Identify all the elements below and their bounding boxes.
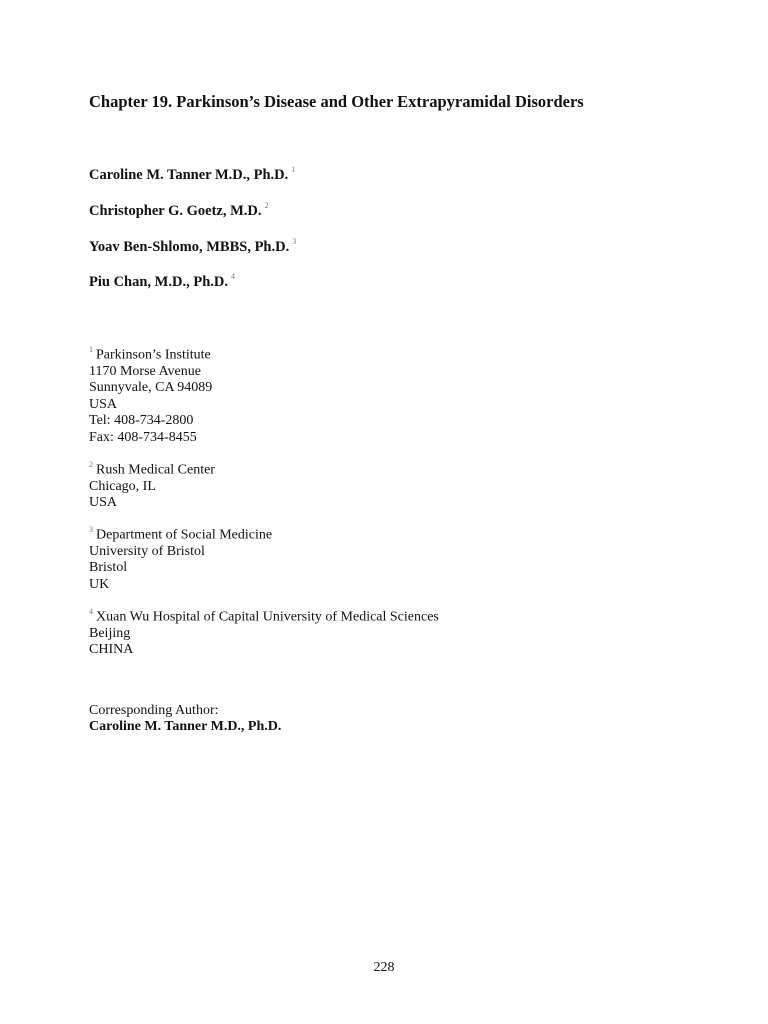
author-name: Yoav Ben-Shlomo, MBBS, Ph.D. xyxy=(89,238,290,255)
affiliation-line: University of Bristol xyxy=(89,544,205,560)
affiliation-4 xyxy=(89,605,439,659)
page-number: 228 xyxy=(373,960,395,975)
affiliation-line: 1170 Morse Avenue xyxy=(89,364,201,380)
affiliation-line: CHINA xyxy=(89,642,134,658)
affiliation-line: $^3$ Department of Social Medicine xyxy=(89,525,273,543)
affiliation-line: $^1$ Parkinson’s Institute xyxy=(89,345,211,363)
author-affiliation-mark: 2 xyxy=(264,201,269,210)
affiliation-mark: 1 xyxy=(89,345,93,354)
affiliation-line: $^4$ Xuan Wu Hospital of Capital University of Medical Sciences xyxy=(89,607,439,625)
author-name: Piu Chan, M.D., Ph.D. xyxy=(89,273,228,290)
affiliation-line: Bristol xyxy=(89,560,128,576)
affiliation-line: Tel: 408-734-2800 xyxy=(89,413,194,429)
affiliation-3 xyxy=(89,523,272,593)
chapter-title: Chapter 19. Parkinson’s Disease and Other Extrapyramidal Disorders xyxy=(89,92,584,111)
affiliation-line: USA xyxy=(89,396,118,412)
corresponding-author xyxy=(89,703,281,736)
affiliation-1 xyxy=(89,343,212,446)
affiliation-line: Fax: 408-734-8455 xyxy=(89,429,197,445)
affiliation-2 xyxy=(89,458,215,512)
affiliation-mark: 3 xyxy=(89,525,93,534)
author-1 xyxy=(89,166,295,184)
author-name: Christopher G. Goetz, M.D. xyxy=(89,202,262,219)
affiliation-line: UK xyxy=(89,576,110,592)
corresponding-author-label: Corresponding Author: xyxy=(89,703,219,718)
author-affiliation-mark: 1 xyxy=(291,165,296,174)
affiliation-mark: 4 xyxy=(89,607,93,616)
author-4 xyxy=(89,273,235,291)
affiliation-line: Chicago, IL xyxy=(89,479,156,495)
author-affiliation-mark: 4 xyxy=(230,272,235,281)
author-affiliation-mark: 3 xyxy=(292,237,297,246)
affiliation-line: Beijing xyxy=(89,626,131,642)
corresponding-author-name: Caroline M. Tanner M.D., Ph.D. xyxy=(89,719,282,735)
author-2 xyxy=(89,202,269,220)
author-name: Caroline M. Tanner M.D., Ph.D. xyxy=(89,166,289,183)
affiliation-line: $^2$ Rush Medical Center xyxy=(89,460,215,478)
affiliation-line: USA xyxy=(89,495,118,511)
affiliation-mark: 2 xyxy=(89,460,93,469)
affiliation-line: Sunnyvale, CA 94089 xyxy=(89,380,213,396)
author-3 xyxy=(89,238,296,256)
